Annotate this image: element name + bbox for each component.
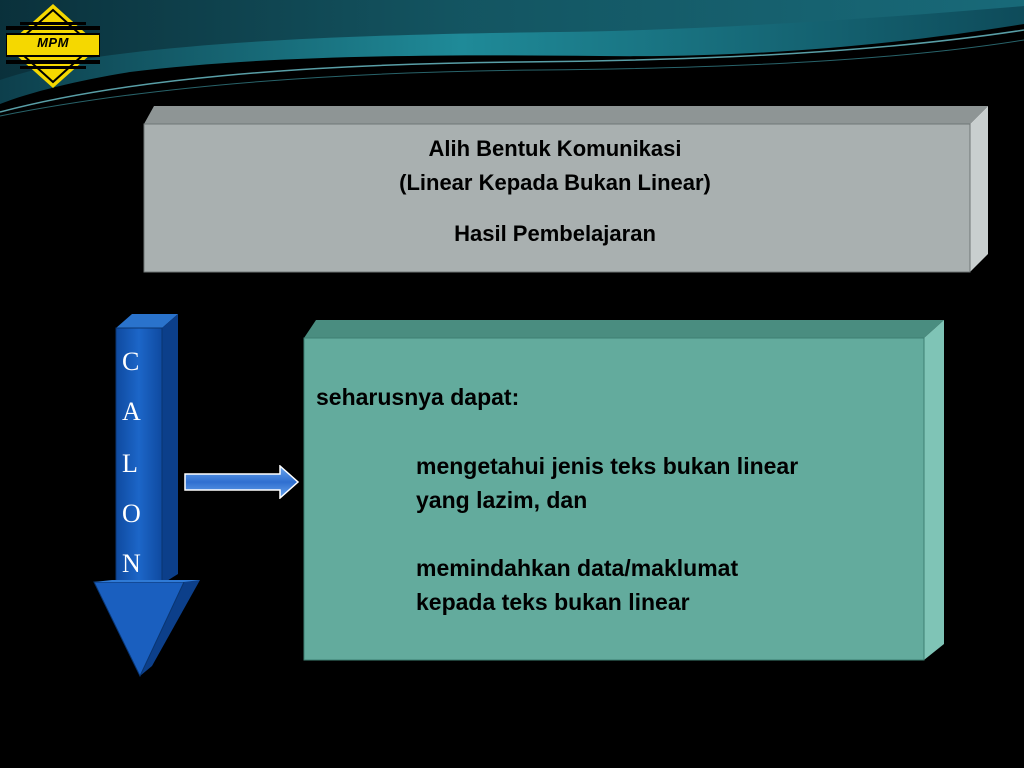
logo-label: MPM [37, 35, 69, 50]
header-wave-decoration [0, 0, 1024, 120]
content-item-2-line-2: kepada teks bukan linear [416, 589, 690, 615]
content-intro: seharusnya dapat: [316, 384, 520, 410]
title-line-2: (Linear Kepada Bukan Linear) [399, 170, 711, 195]
calon-letter-o: O [122, 499, 141, 528]
right-arrow-icon [184, 465, 300, 499]
content-item-2-line-1: memindahkan data/maklumat [416, 555, 739, 581]
calon-letter-a: A [122, 397, 141, 426]
content-item-1-line-2: yang lazim, dan [416, 487, 588, 513]
title-line-1: Alih Bentuk Komunikasi [428, 136, 682, 161]
calon-letter-n: N [122, 549, 141, 578]
calon-letter-c: C [122, 347, 140, 376]
content-item-1-line-1: mengetahui jenis teks bukan linear [416, 453, 799, 479]
title-line-3: Hasil Pembelajaran [454, 221, 656, 246]
calon-letter-l: L [122, 449, 138, 478]
mpm-logo [6, 4, 100, 88]
title-text-block [145, 132, 965, 251]
